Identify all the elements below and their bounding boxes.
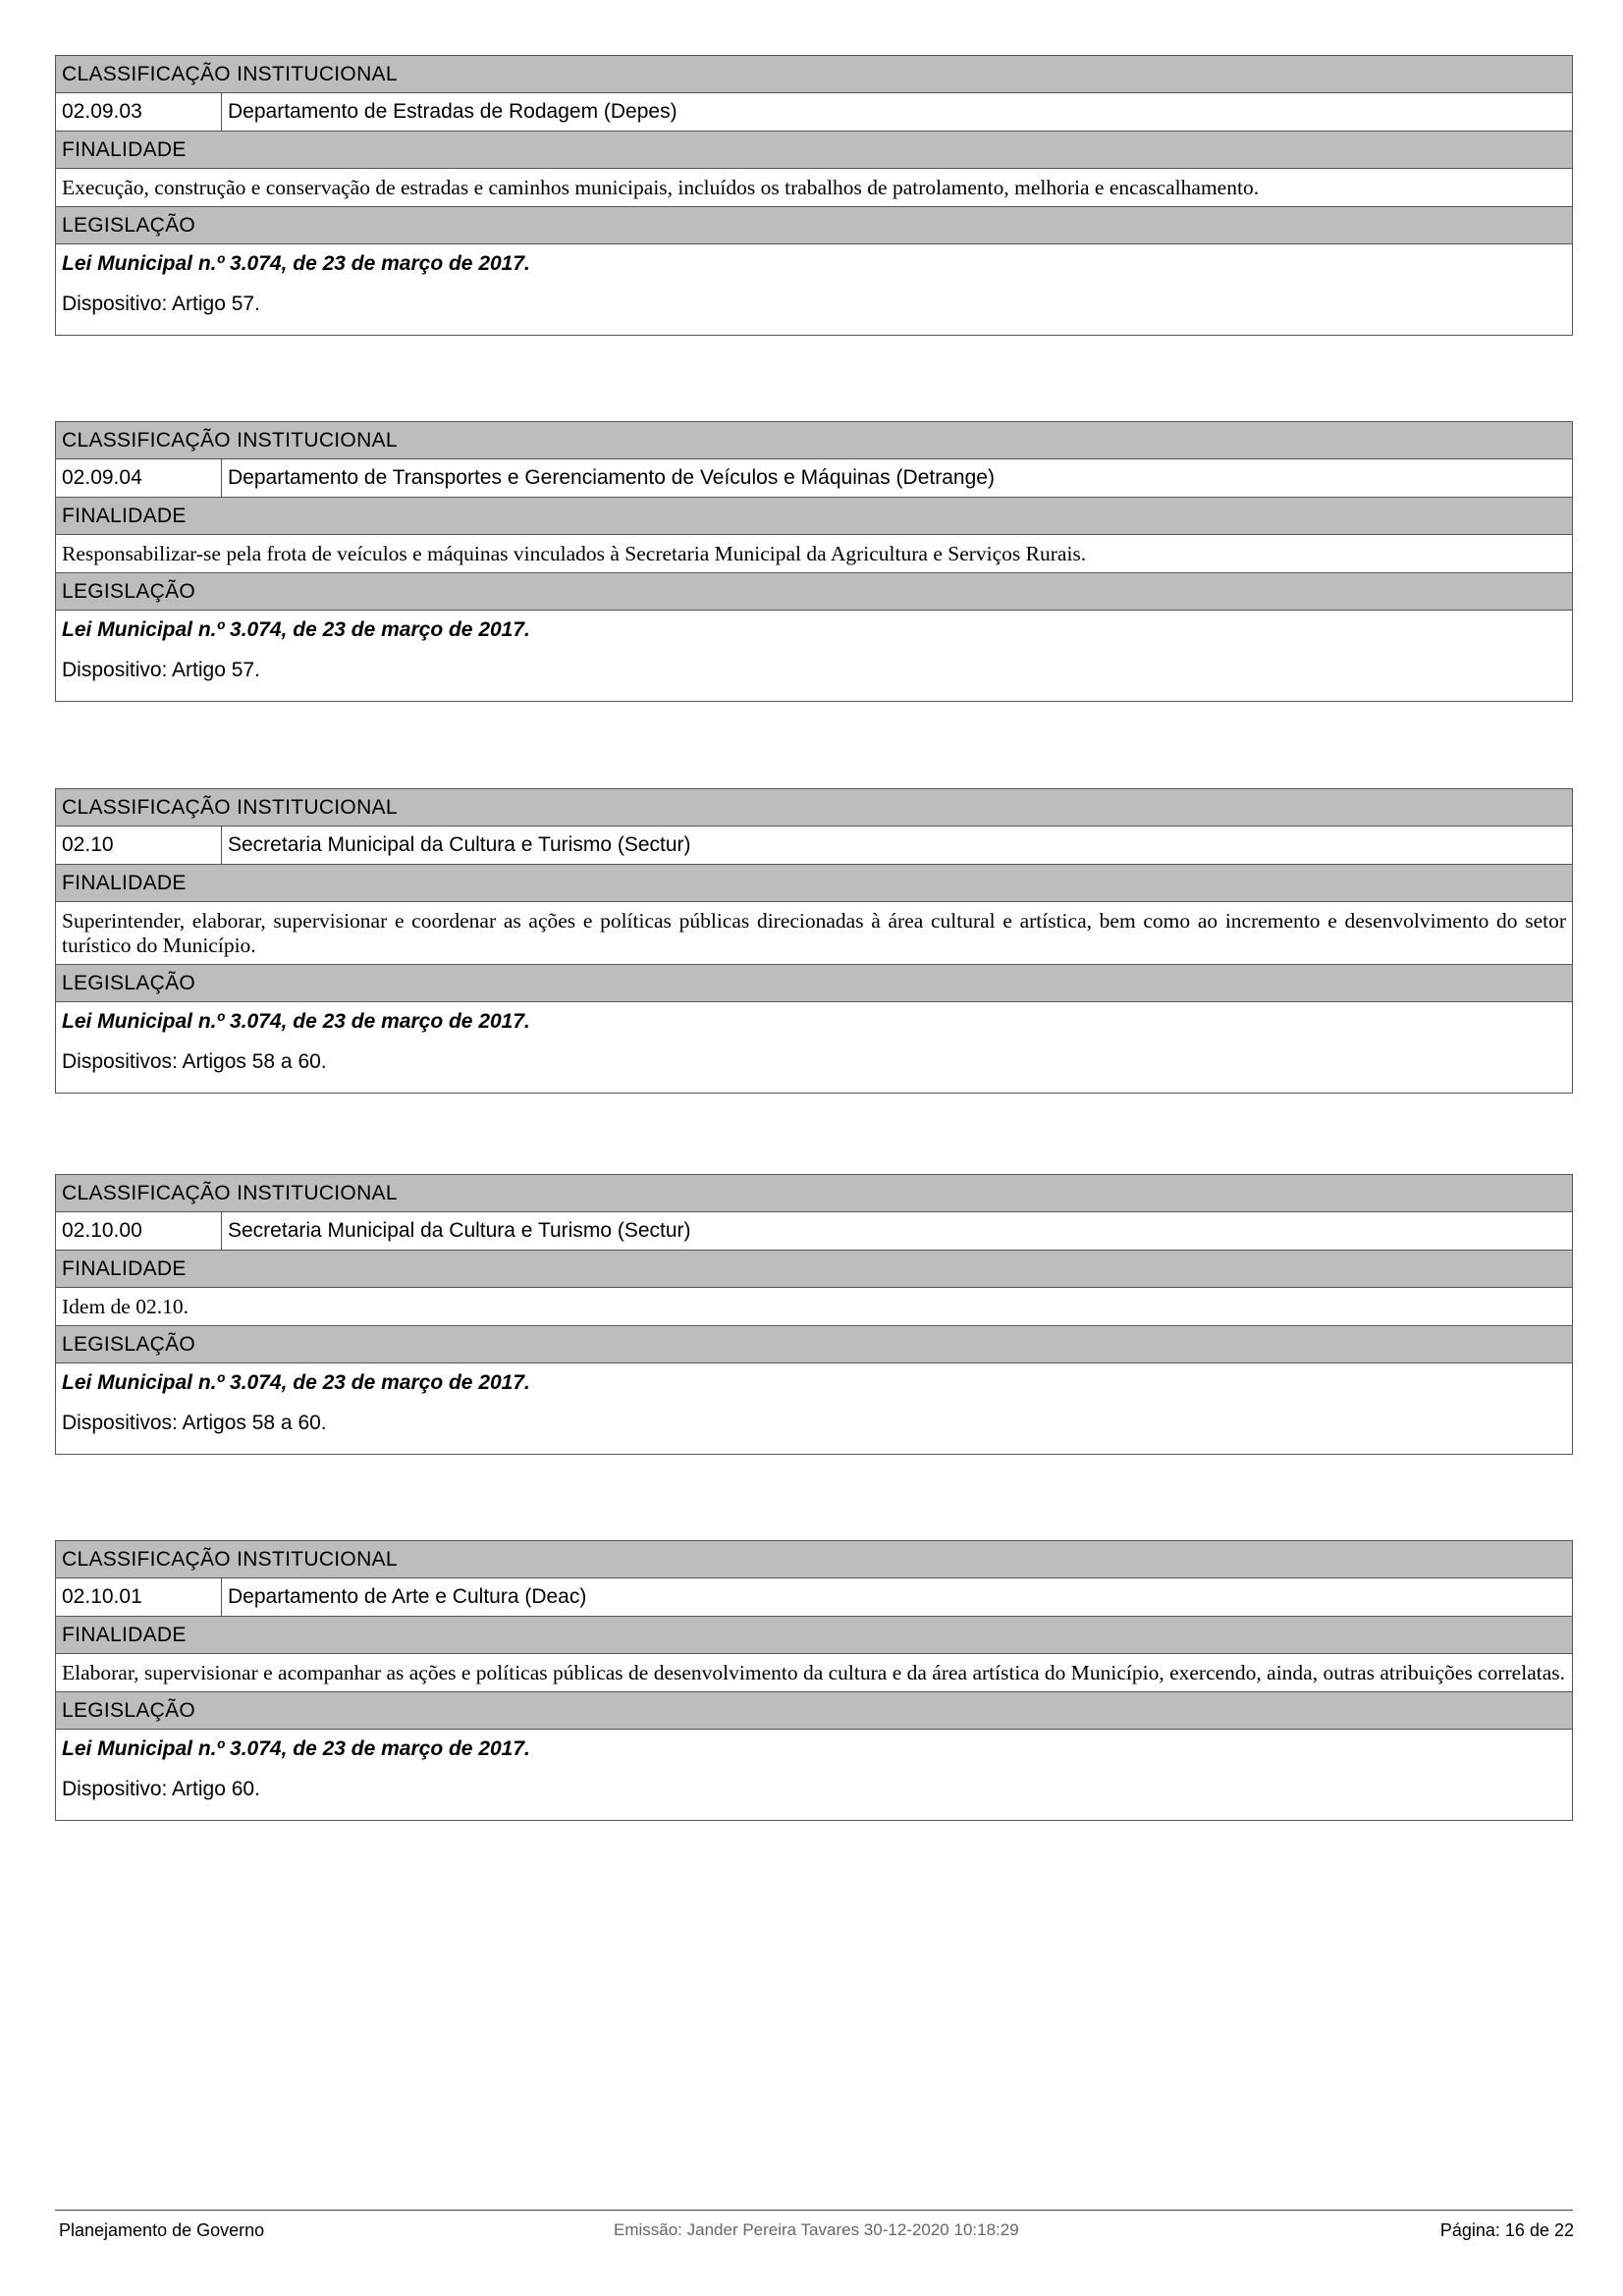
- code-cell: 02.10.00: [56, 1212, 222, 1250]
- footer-page-number: Página: 16 de 22: [1439, 2220, 1574, 2240]
- legislacao-header: LEGISLAÇÃO: [56, 1326, 1572, 1363]
- legislacao-content: [56, 611, 1572, 701]
- law-reference: Lei Municipal n.º 3.074, de 23 de março de 2017.: [62, 1737, 530, 1760]
- finalidade-text: Execução, construção e conservação de estradas e caminhos municipais, incluídos os trabalhos de patrolamento, melhoria e encascalhamento.: [56, 169, 1572, 207]
- finalidade-text: Elaborar, supervisionar e acompanhar as ações e políticas públicas de desenvolvimento da cultura e da área artística do Município, exercendo, ainda, outras atribuições correlatas.: [56, 1654, 1572, 1692]
- dispositivo-text: Dispositivo: Artigo 57.: [62, 659, 260, 681]
- code-row: [56, 1212, 1572, 1251]
- finalidade-header: FINALIDADE: [56, 865, 1572, 902]
- name-cell: Departamento de Transportes e Gerenciamento de Veículos e Máquinas (Detrange): [228, 466, 995, 489]
- dispositivo-text: Dispositivos: Artigos 58 a 60.: [62, 1050, 327, 1073]
- classification-block: [55, 1174, 1573, 1455]
- dispositivo-text: Dispositivo: Artigo 60.: [62, 1778, 260, 1800]
- code-row: [56, 827, 1572, 865]
- section-header: CLASSIFICAÇÃO INSTITUCIONAL: [56, 1175, 1572, 1212]
- code-row: [56, 459, 1572, 498]
- finalidade-header: FINALIDADE: [56, 132, 1572, 169]
- name-cell: Secretaria Municipal da Cultura e Turismo (Sectur): [228, 1219, 691, 1242]
- legislacao-content: [56, 1002, 1572, 1093]
- legislacao-content: [56, 1730, 1572, 1820]
- section-header: CLASSIFICAÇÃO INSTITUCIONAL: [56, 789, 1572, 827]
- finalidade-header: FINALIDADE: [56, 1251, 1572, 1288]
- section-header: CLASSIFICAÇÃO INSTITUCIONAL: [56, 56, 1572, 93]
- section-header: CLASSIFICAÇÃO INSTITUCIONAL: [56, 1541, 1572, 1578]
- law-reference: Lei Municipal n.º 3.074, de 23 de março de 2017.: [62, 1010, 530, 1033]
- finalidade-text: Idem de 02.10.: [56, 1288, 1572, 1326]
- legislacao-header: LEGISLAÇÃO: [56, 1692, 1572, 1730]
- finalidade-text: Superintender, elaborar, supervisionar e coordenar as ações e políticas públicas direcionadas à área cultural e artística, bem como ao incremento e desenvolvimento do setor turístico do Município.: [56, 902, 1572, 965]
- code-cell: 02.09.04: [56, 459, 222, 497]
- legislacao-header: LEGISLAÇÃO: [56, 573, 1572, 611]
- code-row: [56, 93, 1572, 132]
- footer-left-text: Planejamento de Governo: [59, 2220, 265, 2240]
- name-cell: Departamento de Arte e Cultura (Deac): [228, 1585, 587, 1608]
- dispositivo-text: Dispositivos: Artigos 58 a 60.: [62, 1412, 327, 1434]
- legislacao-content: [56, 244, 1572, 335]
- law-reference: Lei Municipal n.º 3.074, de 23 de março de 2017.: [62, 252, 530, 275]
- classification-block: [55, 421, 1573, 702]
- footer-divider: [55, 2210, 1573, 2211]
- classification-block: [55, 1540, 1573, 1821]
- code-cell: 02.10: [56, 827, 222, 864]
- classification-block: [55, 788, 1573, 1094]
- law-reference: Lei Municipal n.º 3.074, de 23 de março de 2017.: [62, 1371, 530, 1394]
- legislacao-content: [56, 1363, 1572, 1454]
- code-row: [56, 1578, 1572, 1617]
- section-header: CLASSIFICAÇÃO INSTITUCIONAL: [56, 422, 1572, 459]
- finalidade-header: FINALIDADE: [56, 498, 1572, 535]
- code-cell: 02.09.03: [56, 93, 222, 131]
- name-cell: Departamento de Estradas de Rodagem (Depes): [228, 100, 677, 123]
- legislacao-header: LEGISLAÇÃO: [56, 207, 1572, 244]
- law-reference: Lei Municipal n.º 3.074, de 23 de março de 2017.: [62, 618, 530, 641]
- classification-block: [55, 55, 1573, 336]
- finalidade-text: Responsabilizar-se pela frota de veículos e máquinas vinculados à Secretaria Municipal da Agricultura e Serviços Rurais.: [56, 535, 1572, 573]
- legislacao-header: LEGISLAÇÃO: [56, 965, 1572, 1002]
- dispositivo-text: Dispositivo: Artigo 57.: [62, 293, 260, 315]
- finalidade-header: FINALIDADE: [56, 1617, 1572, 1654]
- code-cell: 02.10.01: [56, 1578, 222, 1616]
- name-cell: Secretaria Municipal da Cultura e Turismo (Sectur): [228, 833, 691, 856]
- footer-emission-text: Emissão: Jander Pereira Tavares 30-12-2020 10:18:29: [614, 2220, 1019, 2239]
